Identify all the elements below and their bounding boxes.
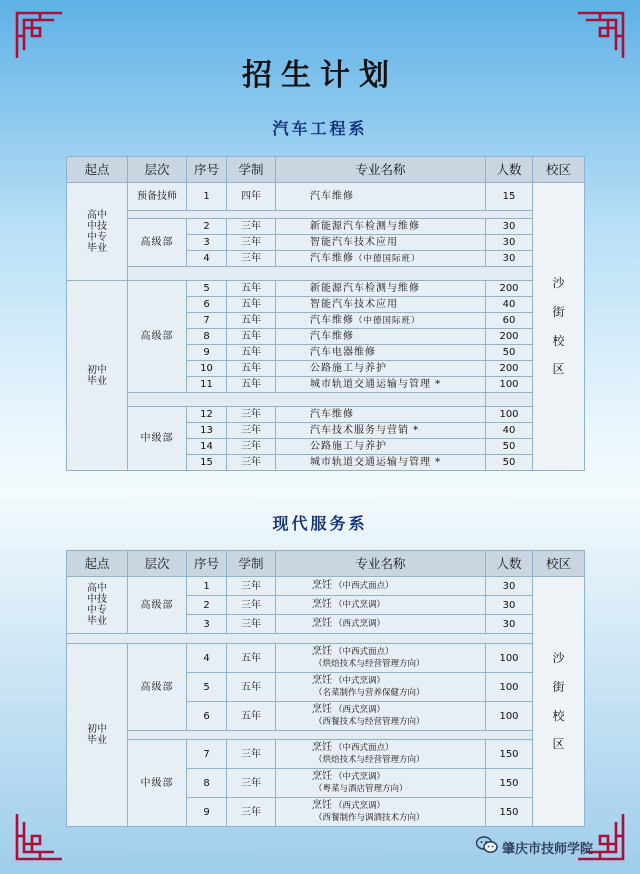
row-no: 9	[187, 345, 227, 361]
major-name: 烹饪	[312, 618, 332, 630]
row-major	[276, 740, 486, 769]
major-note: （西式烹调）	[334, 705, 386, 716]
row-duration: 五年	[227, 297, 276, 313]
row-duration: 三年	[227, 219, 276, 235]
separator-row	[67, 731, 585, 740]
row-no: 2	[187, 219, 227, 235]
header-duration: 学制	[227, 157, 276, 183]
major-name: 智能汽车技术应用	[310, 299, 398, 310]
major-name: 烹饪	[312, 580, 332, 592]
row-major	[276, 235, 486, 251]
row-count: 30	[486, 219, 533, 235]
row-duration: 三年	[227, 251, 276, 267]
separator-cell	[486, 393, 533, 407]
row-major	[276, 798, 486, 827]
row-count: 50	[486, 439, 533, 455]
row-count: 40	[486, 423, 533, 439]
major-note: （中德国际班）	[354, 253, 421, 264]
row-count: 30	[486, 596, 533, 615]
major-name: 烹饪	[312, 800, 332, 812]
row-duration: 五年	[227, 702, 276, 731]
major-note: （中西式面点）	[334, 743, 394, 754]
row-major	[276, 596, 486, 615]
row-no: 12	[187, 407, 227, 423]
separator-row	[67, 211, 585, 219]
separator-cell	[128, 731, 533, 740]
row-major	[276, 644, 486, 673]
row-duration: 五年	[227, 313, 276, 329]
origin-label: 初中 毕业	[87, 364, 107, 387]
table-row	[67, 281, 585, 297]
major-note: （中西式面点）	[334, 581, 394, 592]
table-row	[67, 407, 585, 423]
row-major	[276, 615, 486, 634]
row-count: 150	[486, 798, 533, 827]
header-origin: 起点	[67, 157, 128, 183]
row-no: 14	[187, 439, 227, 455]
row-no: 10	[187, 361, 227, 377]
major-name: 公路施工与养护	[310, 363, 387, 374]
row-duration: 三年	[227, 740, 276, 769]
major-direction: （西餐制作与调酒技术方向）	[314, 813, 425, 823]
level-cell: 中级部	[128, 407, 187, 471]
row-no: 9	[187, 798, 227, 827]
row-major	[276, 455, 486, 471]
table-header	[67, 157, 585, 183]
row-count: 50	[486, 345, 533, 361]
row-major	[276, 407, 486, 423]
major-name: 汽车维修	[310, 191, 354, 202]
major-note: （中式烹调）	[334, 772, 386, 783]
row-count: 100	[486, 644, 533, 673]
table-row	[67, 740, 585, 769]
major-name: 智能汽车技术应用	[310, 237, 398, 248]
row-duration: 三年	[227, 407, 276, 423]
major-name: 公路施工与养护	[310, 441, 387, 452]
row-count: 100	[486, 377, 533, 393]
row-count: 30	[486, 577, 533, 596]
row-count: 50	[486, 455, 533, 471]
row-major	[276, 297, 486, 313]
row-count: 30	[486, 235, 533, 251]
row-count: 60	[486, 313, 533, 329]
separator-row	[67, 634, 585, 644]
origin-cell	[67, 281, 128, 471]
row-duration: 五年	[227, 345, 276, 361]
row-duration: 三年	[227, 423, 276, 439]
separator-cell	[128, 211, 533, 219]
header-campus: 校区	[533, 157, 585, 183]
corner-ornament-icon	[14, 812, 64, 862]
row-major	[276, 361, 486, 377]
origin-cell	[67, 577, 128, 634]
header-duration: 学制	[227, 551, 276, 577]
header-count: 人数	[486, 157, 533, 183]
page-title: 招生计划	[242, 58, 398, 93]
major-name: 城市轨道交通运输与管理 *	[310, 379, 442, 390]
origin-cell	[67, 644, 128, 827]
table-row	[67, 219, 585, 235]
separator-cell	[128, 393, 486, 407]
major-note: （中德国际班）	[354, 315, 421, 326]
header-major: 专业名称	[276, 157, 486, 183]
campus-cell	[533, 577, 585, 827]
row-no: 1	[187, 183, 227, 211]
row-no: 4	[187, 644, 227, 673]
row-count: 100	[486, 673, 533, 702]
major-direction: （烘焙技术与经营管理方向）	[314, 659, 425, 669]
row-duration: 三年	[227, 235, 276, 251]
row-count: 200	[486, 281, 533, 297]
row-major	[276, 281, 486, 297]
row-duration: 三年	[227, 455, 276, 471]
dept-title-auto-engineering: 汽车工程系	[272, 119, 368, 138]
row-major	[276, 345, 486, 361]
row-duration: 五年	[227, 644, 276, 673]
major-direction: （名菜制作与营养保健方向）	[314, 688, 425, 698]
row-duration: 五年	[227, 361, 276, 377]
wechat-logo-icon	[476, 836, 498, 858]
table-row	[67, 183, 585, 211]
major-name: 汽车电器维修	[310, 347, 376, 358]
table-header	[67, 551, 585, 577]
row-no: 7	[187, 313, 227, 329]
major-note: （中式烹调）	[334, 600, 386, 611]
separator-cell	[128, 267, 533, 281]
major-name: 烹饪	[312, 599, 332, 611]
row-no: 11	[187, 377, 227, 393]
row-duration: 三年	[227, 769, 276, 798]
level-cell: 高级部	[128, 577, 187, 634]
row-duration: 三年	[227, 596, 276, 615]
row-count: 100	[486, 407, 533, 423]
row-count: 40	[486, 297, 533, 313]
separator-row	[67, 393, 585, 407]
row-major	[276, 673, 486, 702]
row-no: 7	[187, 740, 227, 769]
campus-cell	[533, 183, 585, 471]
level-cell: 高级部	[128, 281, 187, 393]
level-cell: 高级部	[128, 219, 187, 267]
major-direction: （西餐技术与经营管理方向）	[314, 717, 425, 727]
origin-label: 高中 中技 中专 毕业	[87, 583, 107, 627]
row-no: 13	[187, 423, 227, 439]
row-duration: 三年	[227, 798, 276, 827]
major-note: （西式烹调）	[334, 801, 386, 812]
major-note: （中式烹调）	[334, 676, 386, 687]
row-no: 1	[187, 577, 227, 596]
row-no: 8	[187, 769, 227, 798]
major-name: 新能源汽车检测与维修	[310, 221, 420, 232]
enrollment-table-auto	[66, 156, 585, 471]
row-count: 15	[486, 183, 533, 211]
row-count: 150	[486, 769, 533, 798]
row-duration: 五年	[227, 329, 276, 345]
row-major	[276, 377, 486, 393]
table-row	[67, 577, 585, 596]
major-direction: （烘焙技术与经营管理方向）	[314, 755, 425, 765]
row-major	[276, 329, 486, 345]
major-name: 烹饪	[312, 675, 332, 687]
row-major	[276, 423, 486, 439]
major-name: 汽车维修	[310, 252, 354, 264]
row-major	[276, 577, 486, 596]
major-name: 汽车维修	[310, 331, 354, 342]
row-no: 2	[187, 596, 227, 615]
header-level: 层次	[128, 551, 187, 577]
header-campus: 校区	[533, 551, 585, 577]
level-cell: 高级部	[128, 644, 187, 731]
row-major	[276, 219, 486, 235]
row-duration: 五年	[227, 377, 276, 393]
row-count: 200	[486, 361, 533, 377]
header-level: 层次	[128, 157, 187, 183]
row-count: 30	[486, 615, 533, 634]
campus-label: 沙街校区	[552, 650, 565, 752]
major-name: 新能源汽车检测与维修	[310, 283, 420, 294]
row-major	[276, 251, 486, 267]
separator-row	[67, 267, 585, 281]
origin-label: 初中 毕业	[87, 724, 107, 746]
row-count: 30	[486, 251, 533, 267]
row-duration: 三年	[227, 615, 276, 634]
table-row	[67, 644, 585, 673]
row-no: 6	[187, 297, 227, 313]
campus-label: 沙街校区	[552, 275, 565, 377]
major-name: 烹饪	[312, 646, 332, 658]
row-no: 4	[187, 251, 227, 267]
row-no: 6	[187, 702, 227, 731]
row-duration: 五年	[227, 281, 276, 297]
row-no: 15	[187, 455, 227, 471]
watermark-text: 肇庆市技师学院	[502, 841, 594, 857]
header-no: 序号	[187, 551, 227, 577]
row-duration: 三年	[227, 577, 276, 596]
header-no: 序号	[187, 157, 227, 183]
major-name: 汽车技术服务与营销 *	[310, 425, 420, 436]
row-no: 8	[187, 329, 227, 345]
major-name: 烹饪	[312, 742, 332, 754]
header-count: 人数	[486, 551, 533, 577]
separator-cell	[67, 634, 533, 644]
row-major	[276, 439, 486, 455]
header-major: 专业名称	[276, 551, 486, 577]
row-no: 3	[187, 615, 227, 634]
major-name: 城市轨道交通运输与管理 *	[310, 457, 442, 468]
major-name: 烹饪	[312, 771, 332, 783]
row-count: 200	[486, 329, 533, 345]
origin-label: 高中 中技 中专 毕业	[87, 209, 107, 254]
row-major	[276, 313, 486, 329]
watermark	[476, 836, 593, 858]
major-direction: （粤菜与酒店管理方向）	[314, 784, 408, 794]
major-note: （西式烹调）	[334, 619, 386, 630]
enrollment-table-service	[66, 550, 585, 827]
major-name: 烹饪	[312, 704, 332, 716]
header-origin: 起点	[67, 551, 128, 577]
row-no: 3	[187, 235, 227, 251]
row-no: 5	[187, 281, 227, 297]
row-count: 100	[486, 702, 533, 731]
row-no: 5	[187, 673, 227, 702]
row-duration: 五年	[227, 673, 276, 702]
dept-title-modern-service: 现代服务系	[272, 514, 368, 533]
row-duration: 三年	[227, 439, 276, 455]
level-cell: 预备技师	[128, 183, 187, 211]
origin-cell	[67, 183, 128, 281]
level-cell: 中级部	[128, 740, 187, 827]
row-duration: 四年	[227, 183, 276, 211]
row-major	[276, 183, 486, 211]
row-count: 150	[486, 740, 533, 769]
major-note: （中西式面点）	[334, 647, 394, 658]
major-name: 汽车维修	[310, 314, 354, 326]
row-major	[276, 702, 486, 731]
major-name: 汽车维修	[310, 409, 354, 420]
row-major	[276, 769, 486, 798]
